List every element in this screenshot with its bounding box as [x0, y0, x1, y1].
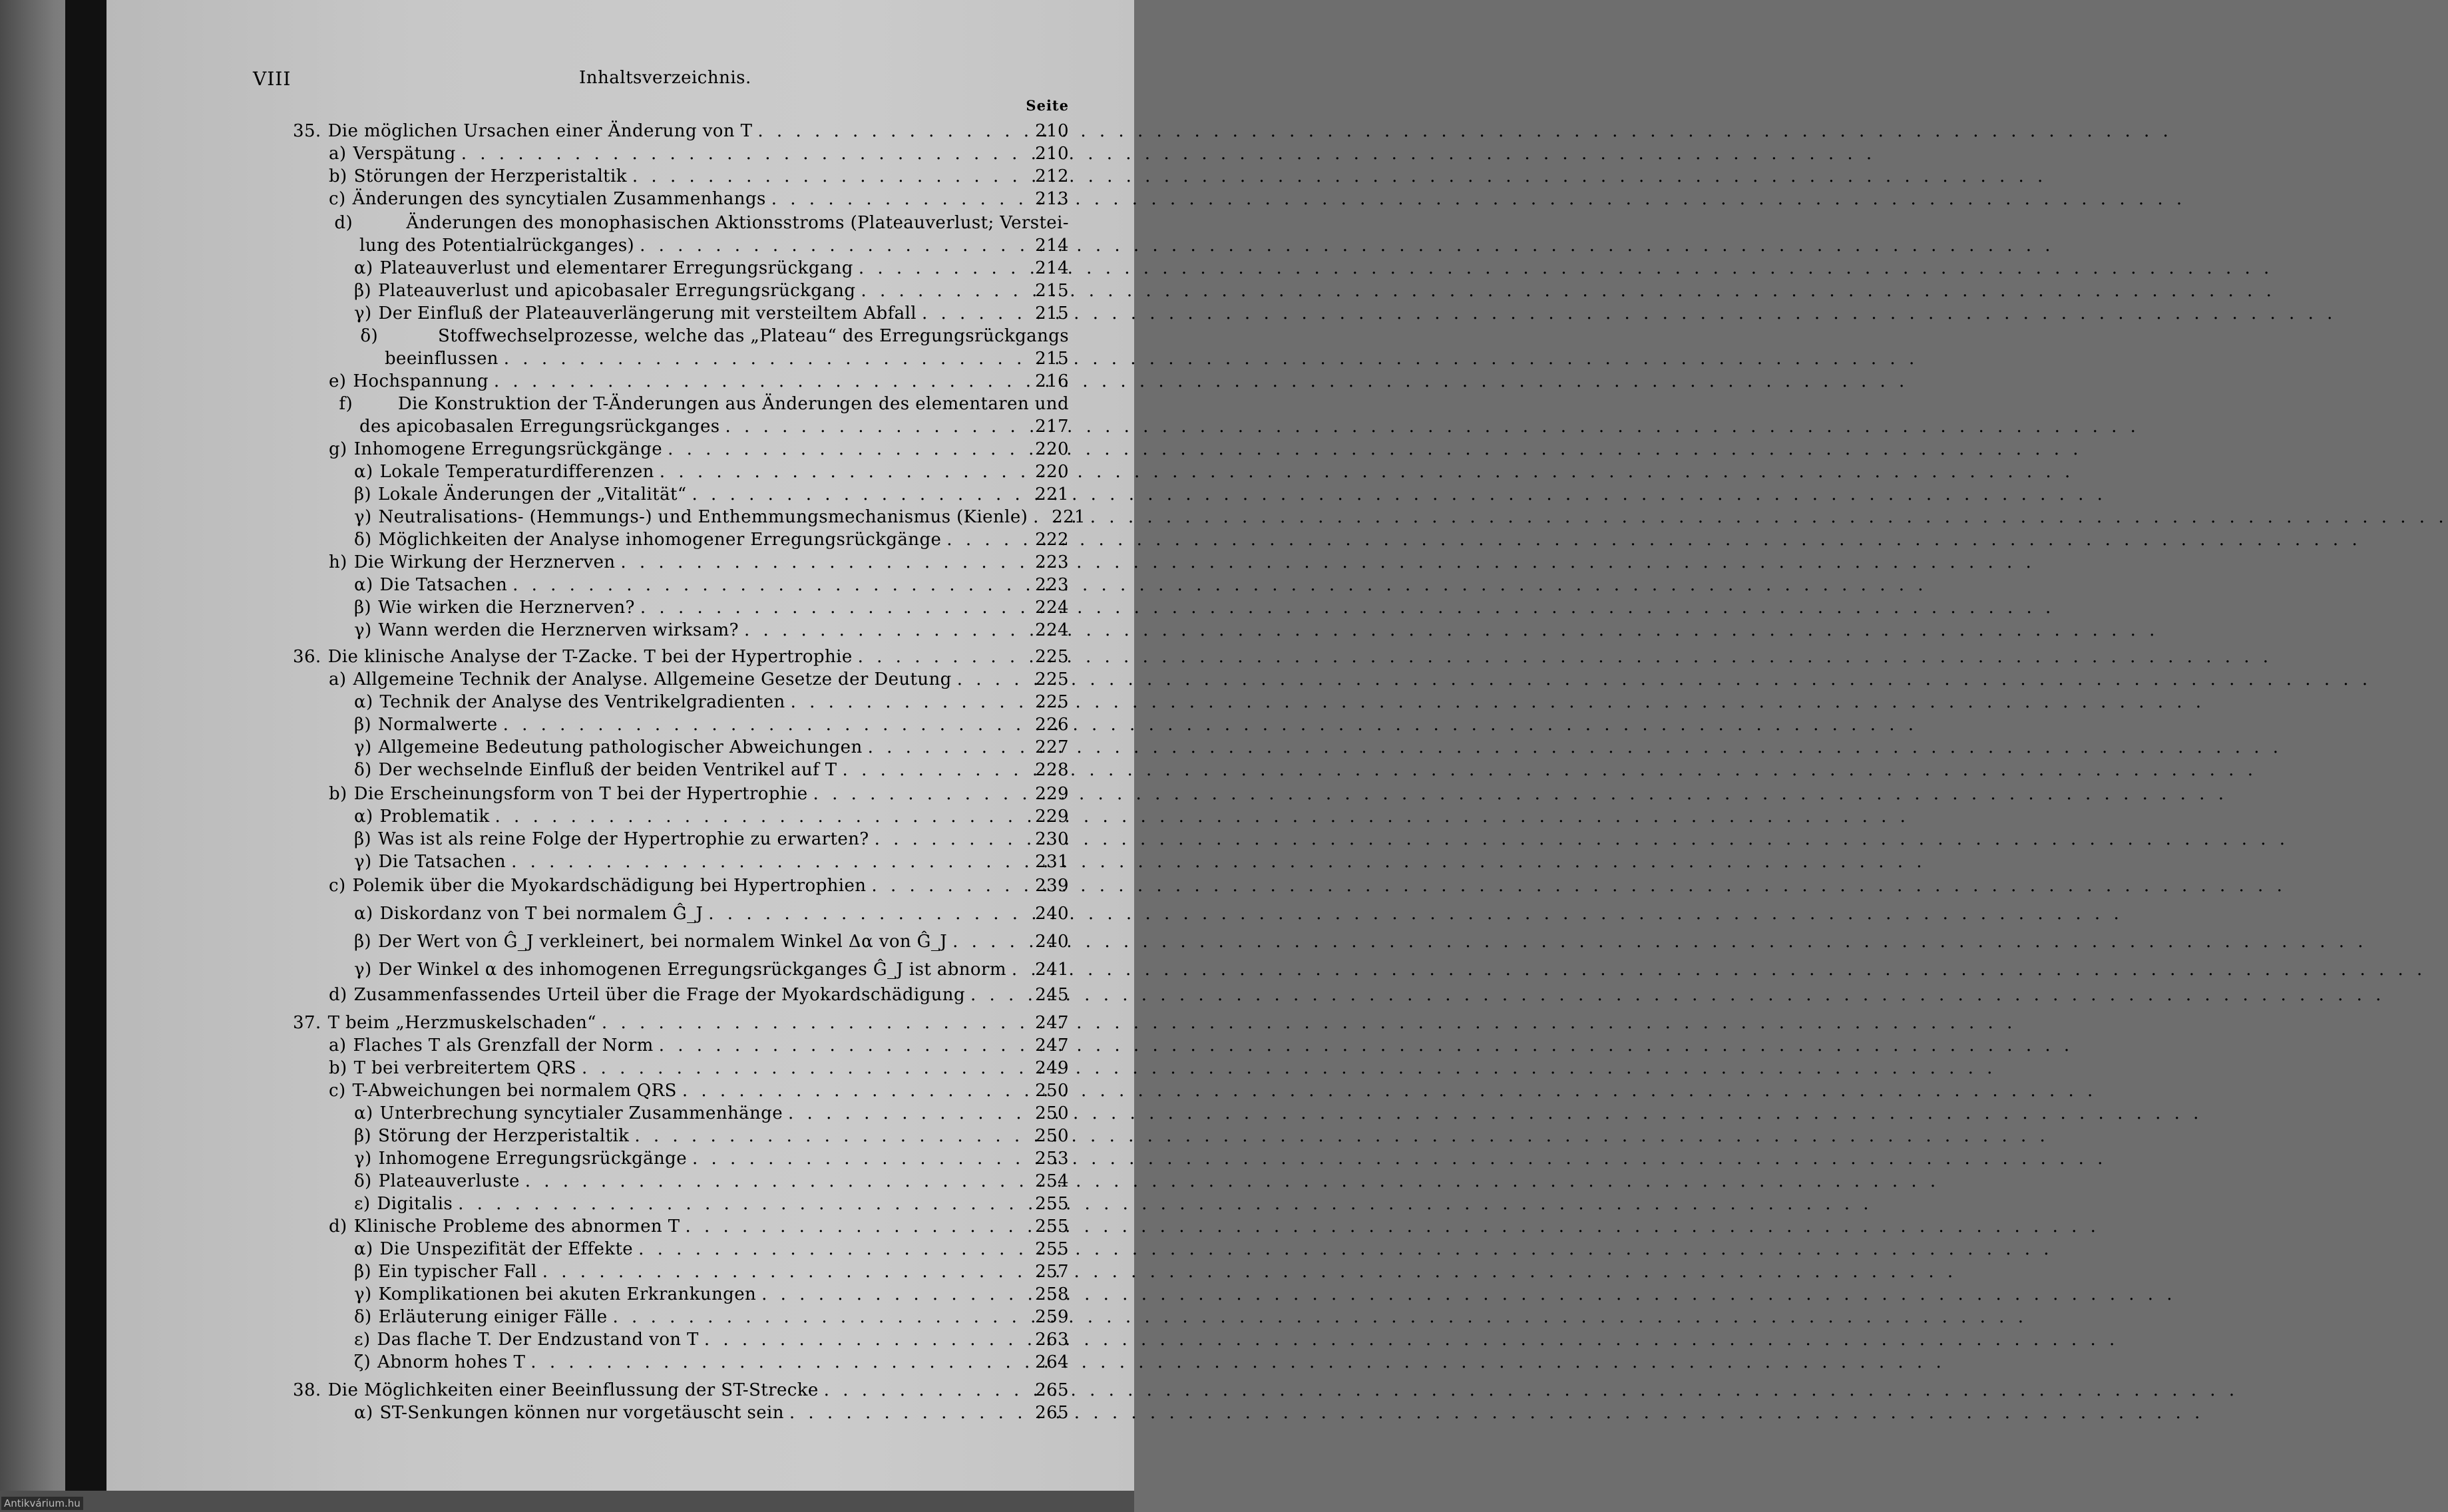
toc-entry-page: 225 [1035, 647, 1069, 667]
toc-entry [329, 188, 1069, 210]
toc-entry [329, 1034, 1069, 1057]
toc-entry-page: 247 [1035, 1036, 1069, 1055]
toc-entry-title: Die Wirkung der Herznerven [353, 552, 616, 572]
toc-leader-dots [685, 1215, 1030, 1238]
toc-entry-title: Wie wirken die Herznerven? [377, 598, 635, 618]
toc-entry-page: 215 [1035, 303, 1069, 323]
toc-entry-page: 250 [1035, 1103, 1069, 1123]
toc-entry [329, 438, 1069, 461]
toc-entry [354, 483, 1069, 506]
toc-entry-title: Flaches T als Grenzfall der Norm [353, 1036, 654, 1055]
toc-entry [354, 461, 1069, 483]
toc-entry-number: δ) [360, 326, 378, 346]
toc-entry [354, 280, 1069, 302]
toc-entry-title: Die Tatsachen [379, 575, 508, 595]
toc-entry-title: Die Erscheinungsform von T bei der Hypertrophie [353, 784, 808, 804]
toc-leader-dots [946, 528, 1030, 551]
toc-leader-dots [771, 188, 1030, 210]
toc-entry-number: α) [354, 1103, 373, 1123]
toc-entry [329, 212, 1069, 234]
toc-entry-number: b) [329, 166, 347, 186]
watermark: Antikvárium.hu [1, 1497, 83, 1510]
toc-entry [329, 984, 1069, 1006]
toc-entry-page: 225 [1035, 669, 1069, 689]
toc-entry-page: 215 [1035, 281, 1069, 301]
toc-entry [354, 574, 1069, 596]
toc-entry-number: γ) [354, 852, 372, 872]
toc-entry-number: γ) [354, 507, 372, 527]
toc-entry [293, 1379, 1069, 1402]
table-of-contents [0, 0, 1134, 1512]
toc-entry [293, 1012, 1069, 1034]
toc-entry-title: Normalwerte [377, 715, 498, 735]
toc-entry [293, 120, 1069, 142]
toc-entry-number: b) [329, 784, 347, 804]
toc-leader-dots [512, 574, 1030, 596]
toc-entry-title: Stoffwechselprozesse, welche das „Plateau“ des Erregungsrückgangs [438, 326, 1069, 346]
toc-entry-number: c) [329, 189, 346, 209]
toc-entry [354, 1170, 1069, 1193]
toc-entry-page: 255 [1035, 1217, 1069, 1236]
toc-entry-title: Inhomogene Erregungsrückgänge [378, 1149, 687, 1169]
toc-leader-dots [495, 805, 1030, 828]
toc-leader-dots [875, 828, 1030, 850]
toc-leader-dots [503, 713, 1030, 736]
toc-entry [329, 783, 1069, 805]
toc-entry-number: β) [354, 598, 371, 618]
toc-entry [354, 691, 1069, 713]
toc-entry-title: Problematik [379, 807, 490, 827]
toc-entry [329, 668, 1069, 691]
toc-leader-dots [788, 1102, 1030, 1125]
toc-entry [329, 165, 1069, 188]
toc-entry [354, 596, 1069, 619]
toc-leader-dots [789, 1402, 1030, 1424]
toc-leader-dots [640, 596, 1030, 619]
toc-leader-dots [659, 1034, 1030, 1057]
toc-entry-title: Wann werden die Herznerven wirksam? [378, 620, 739, 640]
toc-entry-number: α) [354, 1239, 373, 1259]
toc-entry-number: δ) [354, 1307, 372, 1327]
toc-entry-number: a) [329, 144, 347, 164]
toc-entry-title: T-Abweichungen bei normalem QRS [352, 1081, 677, 1101]
toc-entry-number: d) [329, 1217, 347, 1236]
toc-entry-title: Möglichkeiten der Analyse inhomogener Erregungsrückgänge [378, 530, 942, 550]
toc-entry-number: γ) [354, 303, 372, 323]
toc-leader-dots [843, 759, 1030, 781]
toc-entry-page: 258 [1035, 1284, 1069, 1304]
toc-entry-page: 230 [1035, 829, 1069, 849]
toc-entry-title: Änderungen des monophasischen Aktionsstroms (Plateauverlust; Verstei- [406, 213, 1069, 233]
toc-entry [354, 325, 1069, 347]
toc-entry-title: Allgemeine Bedeutung pathologischer Abweichungen [378, 737, 863, 757]
toc-entry-title: Erläuterung einiger Fälle [378, 1307, 608, 1327]
toc-entry [359, 234, 1069, 257]
toc-leader-dots [530, 1351, 1030, 1374]
toc-entry-title: Verspätung [353, 144, 456, 164]
toc-entry-title: Was ist als reine Folge der Hypertrophie zu erwarten? [377, 829, 869, 849]
toc-entry-page: 214 [1035, 258, 1069, 278]
toc-entry-page: 220 [1035, 462, 1069, 482]
toc-entry-page: 221 [1052, 507, 1086, 527]
toc-leader-dots [1012, 958, 1030, 981]
toc-leader-dots [525, 1170, 1030, 1193]
toc-entry-number: β) [354, 484, 371, 504]
toc-entry [354, 506, 1086, 528]
toc-entry [354, 958, 1069, 981]
toc-entry-page: 253 [1035, 1149, 1069, 1169]
toc-entry-title: Die Unspezifität der Effekte [379, 1239, 634, 1259]
toc-entry [354, 805, 1069, 828]
toc-entry-page: 210 [1035, 144, 1069, 164]
toc-leader-dots [868, 736, 1030, 759]
toc-leader-dots [757, 120, 1030, 142]
toc-entry-number: α) [354, 692, 373, 712]
toc-entry-page: 221 [1035, 484, 1069, 504]
toc-entry-page: 231 [1035, 852, 1069, 872]
toc-leader-dots [461, 142, 1030, 165]
toc-entry-number: f) [339, 394, 353, 414]
toc-entry-title: Die Möglichkeiten einer Beeinflussung der ST-Strecke [327, 1380, 819, 1400]
toc-entry-title: Hochspannung [353, 371, 489, 391]
toc-entry-page: 263 [1035, 1330, 1069, 1350]
toc-leader-dots [1033, 506, 1046, 528]
toc-entry [385, 347, 1069, 370]
toc-entry-number: c) [329, 1081, 346, 1101]
toc-leader-dots [660, 461, 1030, 483]
toc-entry-number: β) [354, 1126, 371, 1146]
toc-entry-page: 225 [1035, 692, 1069, 712]
scan-bottom-margin [0, 1491, 1134, 1512]
toc-entry-title: Der Wert von Ĝ_J verkleinert, bei normalem Winkel Δα von Ĝ_J [377, 932, 948, 952]
toc-leader-dots [692, 1147, 1030, 1170]
page-number: VIII [253, 68, 292, 90]
toc-entry-page: 229 [1035, 807, 1069, 827]
toc-entry [354, 302, 1069, 325]
toc-leader-dots [542, 1260, 1030, 1283]
toc-leader-dots [613, 1306, 1030, 1328]
toc-entry [329, 142, 1069, 165]
toc-entry-page: 265 [1035, 1380, 1069, 1400]
toc-entry-page: 222 [1035, 530, 1069, 550]
toc-leader-dots [602, 1012, 1030, 1034]
toc-entry-number: b) [329, 1058, 347, 1078]
toc-entry-number: h) [329, 552, 347, 572]
toc-leader-dots [744, 619, 1030, 642]
toc-entry-number: 35. [293, 121, 321, 141]
toc-leader-dots [957, 668, 1030, 691]
toc-entry-page: 265 [1035, 1403, 1069, 1423]
toc-entry-page: 226 [1035, 715, 1069, 735]
toc-entry-title: Zusammenfassendes Urteil über die Frage der Myokardschädigung [353, 985, 965, 1005]
toc-entry-page: 257 [1035, 1262, 1069, 1282]
toc-entry [354, 1306, 1069, 1328]
toc-leader-dots [668, 438, 1030, 461]
toc-entry-page: 224 [1035, 620, 1069, 640]
toc-entry-number: α) [354, 462, 373, 482]
toc-entry-page: 228 [1035, 760, 1069, 780]
toc-entry-page: 212 [1035, 166, 1069, 186]
toc-entry [329, 370, 1069, 393]
toc-leader-dots [511, 850, 1030, 873]
toc-entry-number: δ) [354, 530, 372, 550]
toc-leader-dots [458, 1193, 1030, 1215]
toc-entry-page: 217 [1035, 417, 1069, 437]
toc-leader-dots [725, 415, 1030, 438]
toc-entry-number: 36. [293, 647, 321, 667]
toc-entry-number: 38. [293, 1380, 321, 1400]
toc-entry-number: β) [354, 932, 371, 952]
toc-leader-dots [861, 280, 1030, 302]
toc-entry-page: 210 [1035, 121, 1069, 141]
toc-entry [359, 415, 1069, 438]
toc-entry [354, 1283, 1069, 1306]
toc-entry [354, 1351, 1069, 1374]
toc-entry-page: 255 [1035, 1239, 1069, 1259]
toc-entry-title: Störung der Herzperistaltik [377, 1126, 630, 1146]
toc-entry-title: Der Winkel α des inhomogenen Erregungsrückganges Ĝ_J ist abnorm [378, 960, 1006, 980]
toc-leader-dots [704, 1328, 1030, 1351]
toc-entry [329, 874, 1069, 897]
toc-entry-title: Inhomogene Erregungsrückgänge [353, 439, 663, 459]
toc-entry [354, 902, 1069, 925]
toc-entry-title: beeinflussen [385, 349, 499, 369]
toc-entry-number: γ) [354, 960, 372, 980]
toc-leader-dots [682, 1079, 1030, 1102]
toc-entry-page: 245 [1035, 985, 1069, 1005]
toc-entry-page: 216 [1035, 371, 1069, 391]
toc-entry [354, 828, 1069, 850]
toc-entry-title: Technik der Analyse des Ventrikelgradienten [379, 692, 785, 712]
toc-entry [329, 1057, 1069, 1079]
toc-entry-number: δ) [354, 1171, 372, 1191]
toc-entry [293, 646, 1069, 668]
toc-entry [329, 551, 1069, 574]
toc-entry-page: 240 [1035, 932, 1069, 952]
toc-entry-title: Ein typischer Fall [377, 1262, 537, 1282]
toc-entry-title: des apicobasalen Erregungsrückganges [359, 417, 720, 437]
toc-entry-title: Unterbrechung syncytialer Zusammenhänge [379, 1103, 783, 1123]
toc-leader-dots [791, 691, 1030, 713]
toc-entry-page: 223 [1035, 575, 1069, 595]
toc-leader-dots [620, 551, 1030, 574]
toc-entry-title: Plateauverlust und apicobasaler Erregungsrückgang [377, 281, 856, 301]
toc-entry-number: α) [354, 904, 373, 924]
toc-entry-page: 250 [1035, 1126, 1069, 1146]
toc-entry-page: 264 [1035, 1352, 1069, 1372]
toc-entry-page: 224 [1035, 598, 1069, 618]
toc-leader-dots [970, 984, 1030, 1006]
toc-entry-number: γ) [354, 1149, 372, 1169]
toc-entry-number: c) [329, 876, 346, 896]
toc-entry-title: Digitalis [377, 1194, 453, 1214]
toc-entry-title: Neutralisations- (Hemmungs-) und Enthemmungsmechanismus (Kienle) [378, 507, 1028, 527]
toc-entry-number: α) [354, 807, 373, 827]
toc-entry-number: ε) [354, 1330, 371, 1350]
toc-entry [354, 1125, 1069, 1147]
toc-entry [354, 528, 1069, 551]
toc-entry-page: 215 [1035, 349, 1069, 369]
toc-leader-dots [761, 1283, 1030, 1306]
toc-leader-dots [504, 347, 1030, 370]
toc-leader-dots [952, 930, 1030, 953]
toc-entry-number: d) [329, 985, 347, 1005]
toc-entry-title: Die Tatsachen [378, 852, 507, 872]
toc-entry-page: 239 [1035, 876, 1069, 896]
toc-entry-title: Polemik über die Myokardschädigung bei Hypertrophien [352, 876, 867, 896]
toc-entry-title: Lokale Änderungen der „Vitalität“ [377, 484, 687, 504]
toc-entry [354, 850, 1069, 873]
toc-entry-title: T bei verbreitertem QRS [353, 1058, 577, 1078]
toc-entry-number: ε) [354, 1194, 371, 1214]
toc-entry-title: Der Einfluß der Plateauverlängerung mit versteiltem Abfall [378, 303, 917, 323]
toc-entry-page: 213 [1035, 189, 1069, 209]
toc-entry [354, 1193, 1069, 1215]
toc-leader-dots [708, 902, 1030, 925]
toc-entry-page: 240 [1035, 904, 1069, 924]
toc-entry-number: β) [354, 1262, 371, 1282]
toc-entry-title: Allgemeine Technik der Analyse. Allgemeine Gesetze der Deutung [353, 669, 952, 689]
toc-entry-number: 37. [293, 1013, 321, 1033]
toc-entry-number: d) [334, 213, 353, 233]
toc-entry-title: Die Konstruktion der T-Änderungen aus Änderungen des elementaren und [397, 394, 1069, 414]
toc-entry [329, 1079, 1069, 1102]
toc-entry-number: β) [354, 829, 371, 849]
toc-leader-dots [582, 1057, 1030, 1079]
toc-leader-dots [813, 783, 1030, 805]
toc-entry-title: Änderungen des syncytialen Zusammenhangs [352, 189, 766, 209]
toc-entry-page: 255 [1035, 1194, 1069, 1214]
toc-entry-number: α) [354, 258, 373, 278]
toc-entry-number: δ) [354, 760, 372, 780]
toc-entry [354, 1238, 1069, 1260]
toc-entry-title: Plateauverlust und elementarer Erregungsrückgang [379, 258, 853, 278]
toc-entry-page: 227 [1035, 737, 1069, 757]
toc-entry-page: 254 [1035, 1171, 1069, 1191]
toc-entry-page: 229 [1035, 784, 1069, 804]
toc-entry [354, 713, 1069, 736]
page-title: Inhaltsverzeichnis. [579, 68, 751, 88]
toc-entry-title: Lokale Temperaturdifferenzen [379, 462, 654, 482]
toc-leader-dots [634, 1125, 1030, 1147]
toc-entry-number: ζ) [354, 1352, 371, 1372]
toc-entry [354, 619, 1069, 642]
toc-entry [354, 759, 1069, 781]
toc-leader-dots [640, 234, 1030, 257]
toc-leader-dots [824, 1379, 1030, 1402]
toc-entry [329, 1215, 1069, 1238]
toc-entry-number: g) [329, 439, 347, 459]
toc-entry-title: Diskordanz von T bei normalem Ĝ_J [379, 904, 704, 924]
toc-entry-title: lung des Potentialrückganges) [359, 236, 635, 256]
toc-entry-page: 223 [1035, 552, 1069, 572]
toc-entry-page: 220 [1035, 439, 1069, 459]
toc-entry-title: Plateauverluste [378, 1171, 520, 1191]
toc-entry-title: T beim „Herzmuskelschaden“ [327, 1013, 596, 1033]
toc-entry-title: Klinische Probleme des abnormen T [353, 1217, 680, 1236]
toc-entry-number: β) [354, 281, 371, 301]
toc-entry [354, 1102, 1069, 1125]
page-column-label: Seite [1026, 97, 1069, 114]
toc-entry [354, 736, 1069, 759]
toc-entry-title: Der wechselnde Einfluß der beiden Ventrikel auf T [378, 760, 837, 780]
toc-entry-title: Störungen der Herzperistaltik [353, 166, 627, 186]
toc-entry [354, 1147, 1069, 1170]
toc-leader-dots [858, 646, 1030, 668]
toc-entry-number: α) [354, 575, 373, 595]
toc-entry [354, 1328, 1069, 1351]
toc-entry [354, 257, 1069, 280]
toc-entry-page: 214 [1035, 236, 1069, 256]
toc-entry [329, 393, 1069, 415]
toc-entry-title: Abnorm hohes T [377, 1352, 526, 1372]
toc-entry-page: 250 [1035, 1081, 1069, 1101]
toc-entry-title: Das flache T. Der Endzustand von T [377, 1330, 699, 1350]
toc-leader-dots [871, 874, 1030, 897]
toc-entry-page: 247 [1035, 1013, 1069, 1033]
toc-entry-title: Komplikationen bei akuten Erkrankungen [378, 1284, 757, 1304]
toc-entry [354, 930, 1069, 953]
toc-entry-page: 249 [1035, 1058, 1069, 1078]
toc-entry-number: a) [329, 1036, 347, 1055]
toc-leader-dots [922, 302, 1030, 325]
toc-entry-title: Die klinische Analyse der T-Zacke. T bei der Hypertrophie [327, 647, 853, 667]
toc-entry-number: γ) [354, 620, 372, 640]
toc-entry-title: Die möglichen Ursachen einer Änderung von T [327, 121, 753, 141]
toc-entry-page: 259 [1035, 1307, 1069, 1327]
toc-entry-title: ST-Senkungen können nur vorgetäuscht sein [379, 1403, 784, 1423]
toc-entry-page: 241 [1035, 960, 1069, 980]
toc-entry-number: e) [329, 371, 347, 391]
toc-entry-number: α) [354, 1403, 373, 1423]
toc-leader-dots [859, 257, 1030, 280]
toc-entry-number: γ) [354, 737, 372, 757]
toc-leader-dots [638, 1238, 1030, 1260]
toc-entry [354, 1260, 1069, 1283]
toc-leader-dots [494, 370, 1030, 393]
toc-leader-dots [632, 165, 1030, 188]
toc-entry-number: γ) [354, 1284, 372, 1304]
toc-entry-number: β) [354, 715, 371, 735]
toc-entry-number: a) [329, 669, 347, 689]
toc-entry [354, 1402, 1069, 1424]
toc-leader-dots [692, 483, 1030, 506]
